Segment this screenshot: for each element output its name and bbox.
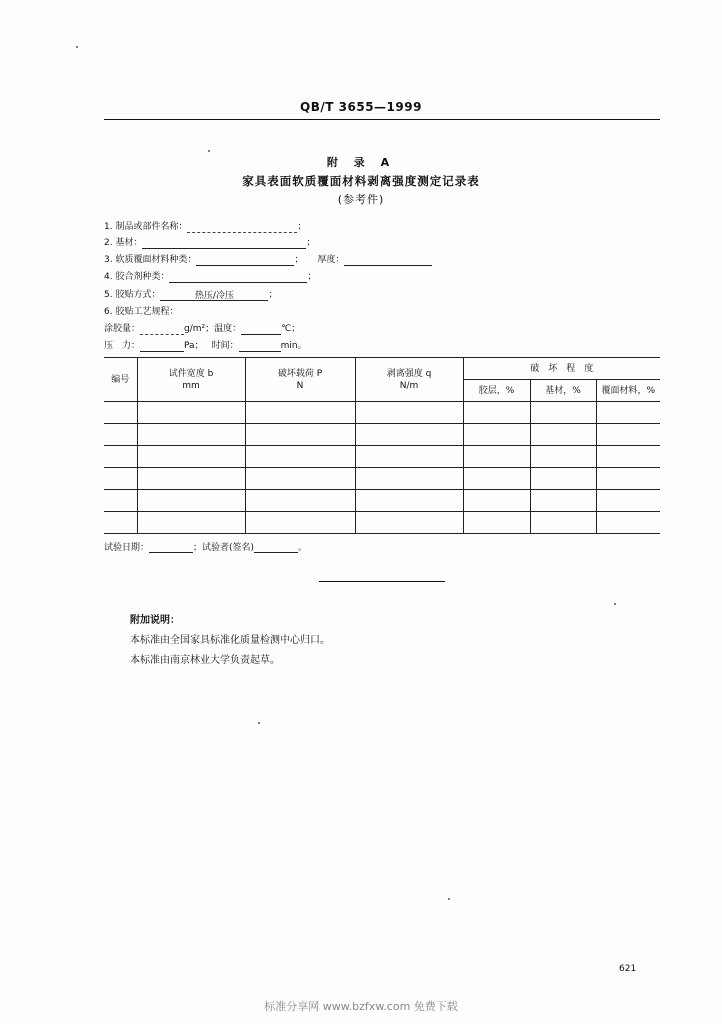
scan-speck	[208, 150, 210, 152]
table-cell[interactable]	[137, 468, 245, 490]
form-subtitle: (参考件)	[337, 193, 385, 206]
separator-rule	[319, 581, 445, 582]
col-header-strength-label: 剥离强度 q	[386, 368, 432, 379]
scan-speck	[448, 898, 450, 900]
coating-label: 涂胶量：	[104, 324, 141, 334]
table-cell[interactable]	[137, 402, 245, 424]
table-row	[104, 490, 660, 512]
table-cell[interactable]	[355, 512, 463, 534]
table-cell[interactable]	[245, 402, 355, 424]
table-row	[104, 402, 660, 424]
field-label: 5. 胶贴方式：	[104, 290, 161, 300]
field-end: ；	[307, 272, 317, 282]
standard-code: QB/T 3655—1999	[300, 100, 422, 114]
thickness-blank[interactable]	[344, 255, 432, 266]
table-cell[interactable]	[596, 512, 660, 534]
substrate-blank[interactable]	[142, 238, 306, 249]
field-label: 1. 制品或部件名称：	[104, 222, 188, 232]
notes-line: 本标准由全国家具标准化质量检测中心归口。	[130, 635, 330, 646]
adhesive-type-blank[interactable]	[169, 272, 307, 283]
scan-speck	[258, 722, 260, 724]
col-header-width-label: 试件宽度 b	[168, 368, 214, 379]
col-header-damage: 破 坏 程 度	[463, 358, 660, 380]
time-unit: min。	[280, 341, 307, 351]
temperature-blank[interactable]	[241, 324, 281, 335]
field-coating-temperature	[104, 323, 300, 335]
table-cell[interactable]	[104, 402, 137, 424]
annex-label: 附 录 A	[326, 156, 396, 169]
table-row	[104, 446, 660, 468]
table-cell[interactable]	[596, 468, 660, 490]
pressure-unit: Pa；	[184, 341, 204, 351]
table-cell[interactable]	[463, 512, 530, 534]
col-header-width-unit: mm	[182, 380, 200, 391]
table-cell[interactable]	[245, 468, 355, 490]
table-cell[interactable]	[104, 512, 137, 534]
pressure-label: 压 力：	[104, 341, 141, 351]
col-header-substrate: 基材，%	[530, 380, 596, 402]
table-cell[interactable]	[463, 446, 530, 468]
field-bonding-method	[104, 289, 277, 301]
field-pressure-time	[104, 340, 307, 352]
tester-blank[interactable]	[254, 542, 298, 553]
col-header-glue: 胶层，%	[463, 380, 530, 402]
table-cell[interactable]	[596, 446, 660, 468]
field-end: ；	[294, 255, 304, 265]
col-header-width	[137, 358, 245, 402]
col-header-load	[245, 358, 355, 402]
col-header-number: 编号	[104, 358, 137, 402]
col-header-covering: 覆面材料，%	[596, 380, 660, 402]
field-substrate	[104, 237, 315, 249]
temperature-label: 温度：	[214, 324, 242, 334]
notes-heading: 附加说明：	[130, 615, 180, 626]
table-cell[interactable]	[355, 424, 463, 446]
tester-label: ；试验者(签名)	[193, 543, 255, 553]
covering-type-blank[interactable]	[196, 255, 294, 266]
thickness-label: 厚度：	[317, 255, 345, 265]
scan-speck	[614, 603, 616, 605]
field-product-name	[104, 221, 306, 233]
record-table	[104, 357, 660, 534]
table-cell[interactable]	[355, 468, 463, 490]
table-cell[interactable]	[530, 490, 596, 512]
field-end: ；	[297, 222, 307, 232]
table-cell[interactable]	[463, 468, 530, 490]
footer-end: 。	[298, 543, 308, 553]
table-cell[interactable]	[355, 446, 463, 468]
table-cell[interactable]	[530, 424, 596, 446]
table-cell[interactable]	[104, 424, 137, 446]
col-header-load-label: 破坏载荷 P	[277, 368, 323, 379]
pressure-blank[interactable]	[140, 341, 184, 352]
col-header-strength-unit: N/m	[399, 380, 419, 391]
table-cell[interactable]	[596, 402, 660, 424]
table-cell[interactable]	[137, 490, 245, 512]
table-cell[interactable]	[530, 468, 596, 490]
temperature-unit: ℃；	[281, 324, 301, 334]
time-label: 时间：	[211, 341, 239, 351]
table-cell[interactable]	[245, 490, 355, 512]
table-cell[interactable]	[104, 468, 137, 490]
field-label: 2. 基材：	[104, 238, 143, 248]
scan-speck	[76, 46, 78, 48]
form-title: 家具表面软质覆面材料剥离强度测定记录表	[242, 174, 480, 188]
table-cell[interactable]	[104, 446, 137, 468]
coating-blank[interactable]	[140, 324, 184, 335]
field-label: 3. 软质覆面材料种类：	[104, 255, 197, 265]
field-end: ；	[306, 238, 316, 248]
notes-line: 本标准由南京林业大学负责起草。	[130, 655, 280, 666]
table-row	[104, 468, 660, 490]
table-cell[interactable]	[137, 424, 245, 446]
test-date-blank[interactable]	[149, 542, 193, 553]
field-process-spec	[104, 306, 178, 318]
field-covering-type	[104, 254, 432, 266]
table-cell[interactable]	[530, 446, 596, 468]
table-cell[interactable]	[355, 490, 463, 512]
field-adhesive-type	[104, 271, 316, 283]
bonding-method-value[interactable]: 热压/冷压	[160, 290, 268, 301]
product-name-blank[interactable]	[187, 222, 297, 233]
table-cell[interactable]	[137, 512, 245, 534]
table-cell[interactable]	[596, 490, 660, 512]
watermark: 标准分享网 www.bzfxw.com 免费下载	[264, 1000, 458, 1013]
col-header-load-unit: N	[296, 380, 304, 391]
table-cell[interactable]	[463, 424, 530, 446]
table-cell[interactable]	[104, 490, 137, 512]
header-rule	[104, 119, 660, 120]
table-row	[104, 424, 660, 446]
field-end: ；	[268, 290, 278, 300]
table-cell[interactable]	[463, 490, 530, 512]
table-cell[interactable]	[245, 446, 355, 468]
table-row	[104, 512, 660, 534]
time-blank[interactable]	[239, 341, 281, 352]
table-cell[interactable]	[245, 512, 355, 534]
table-cell[interactable]	[355, 402, 463, 424]
col-header-strength	[355, 358, 463, 402]
coating-unit: g/m²；	[184, 324, 215, 334]
field-label: 4. 胶合剂种类：	[104, 272, 170, 282]
record-table-body	[104, 402, 660, 534]
table-cell[interactable]	[530, 402, 596, 424]
additional-notes	[130, 611, 330, 671]
table-cell[interactable]	[596, 424, 660, 446]
table-cell[interactable]	[530, 512, 596, 534]
field-label: 6. 胶贴工艺规程：	[104, 307, 179, 317]
page-number: 621	[619, 964, 637, 974]
table-cell[interactable]	[463, 402, 530, 424]
test-footer	[104, 540, 307, 553]
table-cell[interactable]	[245, 424, 355, 446]
table-cell[interactable]	[137, 446, 245, 468]
test-date-label: 试验日期：	[104, 543, 150, 553]
